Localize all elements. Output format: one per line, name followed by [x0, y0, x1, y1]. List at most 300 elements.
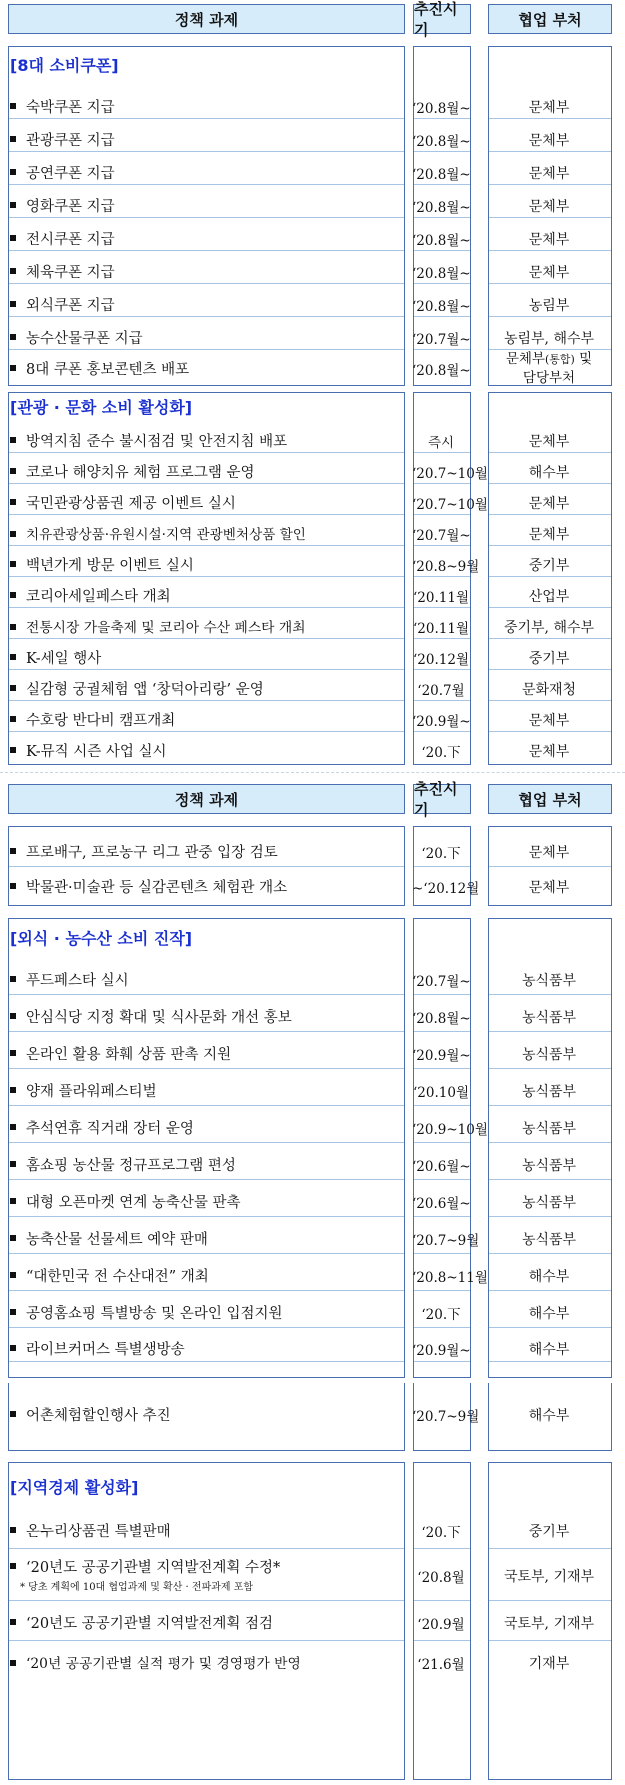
row-divider — [489, 731, 611, 732]
dept-cell: 해수부 — [528, 1269, 570, 1285]
task-cell — [10, 969, 405, 990]
task-text: 프로배구, 프로농구 리그 관중 입장 검토 — [26, 845, 278, 861]
task-cell — [10, 358, 405, 379]
row-divider — [489, 514, 611, 515]
row-divider — [9, 1179, 404, 1180]
dept-cell: 농식품부 — [521, 1010, 577, 1026]
row-divider — [9, 118, 404, 119]
task-text: K-뮤직 시즌 사업 실시 — [26, 744, 167, 760]
dept-cell: 중기부 — [528, 558, 570, 574]
period-cell: ‘20.下 — [421, 846, 461, 862]
task-text: 박물관·미술관 등 실감콘텐츠 체험관 개소 — [26, 880, 288, 896]
period-cell: ‘20.9월 — [417, 1617, 465, 1633]
row-divider — [9, 1327, 404, 1328]
task-text: 대형 오픈마켓 연계 농축산물 판촉 — [26, 1195, 241, 1211]
bullet-icon — [10, 654, 16, 660]
task-cell — [10, 228, 405, 249]
section-title-food: [외식 · 농수산 소비 진작] — [10, 929, 193, 948]
bullet-icon — [10, 1272, 16, 1278]
dept-cell: 국토부, 기재부 — [503, 1616, 595, 1632]
period-cell: ‘20.8월~ — [412, 1011, 471, 1027]
bullet-icon — [10, 531, 16, 537]
period-cell: ‘20.8월~ — [412, 233, 471, 249]
bullet-icon — [10, 1411, 16, 1417]
period-cell: ‘20.8월~ — [412, 101, 471, 117]
row-divider — [414, 1216, 470, 1217]
period-cell: ‘20.9월~ — [412, 1048, 471, 1064]
period-cell: ‘20.9~10월 — [412, 1122, 488, 1138]
dept-small-text: (통합) — [544, 353, 575, 366]
period-cell: ~‘20.12월 — [412, 881, 480, 897]
row-divider — [414, 151, 470, 152]
dept-cell: 해수부 — [528, 1306, 570, 1322]
row-divider — [414, 866, 470, 867]
period-cell: ‘20.8월~ — [412, 299, 471, 315]
task-cell — [10, 1080, 405, 1101]
bullet-icon — [10, 301, 16, 307]
task-cell — [10, 1228, 405, 1249]
row-divider — [414, 283, 470, 284]
task-cell — [10, 709, 405, 730]
task-text: 양재 플라워페스티벌 — [26, 1084, 157, 1100]
task-text: 라이브커머스 특별생방송 — [26, 1342, 185, 1358]
row-divider — [489, 1600, 611, 1601]
row-divider — [414, 316, 470, 317]
dept-cell: 국토부, 기재부 — [503, 1569, 595, 1585]
row-divider — [414, 1253, 470, 1254]
row-divider — [489, 1548, 611, 1549]
task-cell — [10, 1404, 405, 1425]
period-cell: ‘20.9월~ — [412, 1343, 471, 1359]
period-cell: ‘20.8월~ — [412, 266, 471, 282]
dept-cell: 문체부 — [528, 133, 570, 149]
row-divider — [9, 217, 404, 218]
task-cell — [10, 1265, 405, 1286]
task-cell — [10, 96, 405, 117]
task-text: 홈쇼핑 농산물 정규프로그램 편성 — [26, 1158, 236, 1174]
period-cell: ‘20.8월~ — [412, 363, 471, 379]
task-text: 추석연휴 직거래 장터 운영 — [26, 1121, 194, 1137]
task-cell — [10, 1043, 405, 1064]
task-cell — [10, 327, 405, 348]
bullet-icon — [10, 1050, 16, 1056]
period-cell: ‘20.8~11월 — [412, 1270, 488, 1286]
row-divider — [9, 1142, 404, 1143]
task-cell — [10, 1520, 405, 1541]
dept-cell: 해수부 — [528, 1408, 570, 1424]
dept-cell: 농림부 — [528, 298, 570, 314]
row-divider — [414, 184, 470, 185]
bullet-icon — [10, 202, 16, 208]
row-divider — [489, 1068, 611, 1069]
task-text: ‘20년 공공기관별 실적 평가 및 경영평가 반영 — [26, 1656, 301, 1672]
bullet-icon — [10, 561, 16, 567]
row-divider — [9, 638, 404, 639]
dept-text: 문체부 — [505, 351, 545, 367]
row-divider — [489, 483, 611, 484]
row-divider — [414, 669, 470, 670]
header-period — [413, 0, 471, 39]
period-cell: ‘20.9월~ — [412, 714, 471, 730]
task-text: 관광쿠폰 지급 — [26, 133, 115, 149]
bullet-icon — [10, 747, 16, 753]
task-cell — [10, 430, 405, 451]
dept-cell: 농식품부 — [521, 1195, 577, 1211]
header-task-label: 정책 과제 — [174, 790, 239, 809]
header-dept-repeat — [488, 784, 612, 814]
dept-cell: 문체부 — [528, 496, 570, 512]
section-title-tourism: [관광 · 문화 소비 활성화] — [10, 398, 193, 417]
row-divider — [414, 607, 470, 608]
task-text: 코로나 해양치유 체험 프로그램 운영 — [26, 465, 255, 481]
dept-cell: 문체부 — [528, 166, 570, 182]
row-divider — [414, 1600, 470, 1601]
row-divider — [9, 731, 404, 732]
task-cell — [10, 1652, 405, 1672]
bullet-icon — [10, 268, 16, 274]
period-cell: ‘20.7월~ — [412, 332, 471, 348]
task-cell — [10, 261, 405, 282]
dept-cell: 해수부 — [528, 465, 570, 481]
task-cell — [10, 740, 405, 761]
task-cell — [10, 647, 405, 668]
header-dept-label: 협업 부처 — [518, 10, 582, 29]
row-divider — [414, 994, 470, 995]
period-cell: 즉시 — [427, 435, 455, 451]
row-divider — [9, 669, 404, 670]
dept-cell: 산업부 — [528, 589, 570, 605]
row-divider — [9, 1600, 404, 1601]
task-text: 전시쿠폰 지급 — [26, 232, 115, 248]
header-task — [8, 4, 405, 34]
dept-cell: 농식품부 — [521, 1047, 577, 1063]
row-divider — [414, 452, 470, 453]
row-divider — [489, 1105, 611, 1106]
bullet-icon — [10, 624, 16, 630]
bullet-icon — [10, 499, 16, 505]
dept-cell: 농식품부 — [521, 973, 577, 989]
period-cell: ‘20.8월~ — [412, 134, 471, 150]
dept-cell: 농식품부 — [521, 1121, 577, 1137]
task-cell — [10, 585, 405, 606]
task-cell — [10, 876, 405, 897]
bullet-icon — [10, 235, 16, 241]
period-cell: ‘21.6월 — [417, 1657, 465, 1673]
period-cell: ‘20.6월~ — [412, 1159, 471, 1175]
bullet-icon — [10, 1087, 16, 1093]
period-cell: ‘20.7월~ — [412, 528, 471, 544]
dept-line — [488, 350, 610, 369]
dept-cell: 문체부 — [528, 265, 570, 281]
dept-cell: 문체부 — [528, 744, 570, 760]
dept-cell: 농식품부 — [521, 1232, 577, 1248]
bullet-icon — [10, 848, 16, 854]
task-text: 방역지침 준수 불시점검 및 안전지침 배포 — [26, 434, 288, 450]
task-text: 코리아세일페스타 개최 — [26, 589, 171, 605]
row-divider — [9, 1548, 404, 1549]
row-divider — [489, 1253, 611, 1254]
bullet-icon — [10, 1563, 16, 1569]
bullet-icon — [10, 1527, 16, 1533]
row-divider — [489, 866, 611, 867]
bullet-icon — [10, 437, 16, 443]
row-divider — [9, 1216, 404, 1217]
row-divider — [9, 1290, 404, 1291]
row-divider — [414, 349, 470, 350]
task-text: 푸드페스타 실시 — [26, 973, 129, 989]
task-cell — [10, 1338, 405, 1359]
row-divider — [414, 700, 470, 701]
bullet-icon — [10, 883, 16, 889]
task-cell — [10, 195, 405, 216]
dept-cell: 문체부 — [528, 232, 570, 248]
row-divider — [489, 151, 611, 152]
period-cell: ‘20.7월~ — [412, 974, 471, 990]
row-divider — [9, 576, 404, 577]
dept-cell: 문체부 — [528, 527, 570, 543]
bullet-icon — [10, 1345, 16, 1351]
task-text: 농수산물쿠폰 지급 — [26, 331, 143, 347]
section-title-region: [지역경제 활성화] — [10, 1478, 139, 1497]
row-divider — [489, 118, 611, 119]
row-divider — [414, 1290, 470, 1291]
bullet-icon — [10, 1309, 16, 1315]
bullet-icon — [10, 685, 16, 691]
row-divider — [489, 994, 611, 995]
row-divider — [414, 1361, 470, 1362]
row-divider — [414, 1105, 470, 1106]
task-text: 치유관광상품·유원시설·지역 관광벤처상품 할인 — [26, 527, 306, 543]
task-cell — [10, 1154, 405, 1175]
task-cell — [10, 492, 405, 513]
period-cell: ‘20.7~9월 — [412, 1409, 480, 1425]
task-text: 숙박쿠폰 지급 — [26, 100, 115, 116]
row-divider — [414, 576, 470, 577]
row-divider — [489, 1361, 611, 1362]
task-text: 어촌체험할인행사 추진 — [26, 1408, 171, 1424]
dept-cell: 문체부 — [528, 880, 570, 896]
row-divider — [489, 576, 611, 577]
row-divider — [489, 638, 611, 639]
task-text: 안심식당 지정 확대 및 식사문화 개선 홍보 — [26, 1010, 292, 1026]
bullet-icon — [10, 716, 16, 722]
row-divider — [489, 316, 611, 317]
period-cell: ‘20.下 — [421, 1307, 461, 1323]
bullet-icon — [10, 1660, 16, 1666]
row-divider — [414, 638, 470, 639]
page-break — [0, 772, 625, 773]
row-divider — [414, 118, 470, 119]
task-cell — [10, 461, 405, 482]
row-divider — [489, 283, 611, 284]
bullet-icon — [10, 1013, 16, 1019]
row-divider — [414, 1179, 470, 1180]
task-text: 전통시장 가을축제 및 코리아 수산 페스타 개최 — [26, 620, 306, 636]
bullet-icon — [10, 1619, 16, 1625]
row-divider — [489, 669, 611, 670]
dept-cell: 문화재청 — [521, 682, 577, 698]
period-cell: ‘20.11월 — [413, 621, 469, 637]
row-divider — [489, 1327, 611, 1328]
row-divider — [414, 1548, 470, 1549]
header-period-label: 추진시기 — [414, 780, 458, 819]
task-text: 체육쿠폰 지급 — [26, 265, 115, 281]
header-period-repeat — [413, 780, 471, 819]
row-divider — [489, 217, 611, 218]
period-cell: ‘20.6월~ — [412, 1196, 471, 1212]
bullet-icon — [10, 468, 16, 474]
bullet-icon — [10, 103, 16, 109]
task-cell — [10, 1191, 405, 1212]
row-divider — [9, 452, 404, 453]
dept-cell: 문체부 — [528, 199, 570, 215]
task-cell — [10, 616, 405, 636]
row-divider — [489, 700, 611, 701]
dept-cell: 농식품부 — [521, 1084, 577, 1100]
row-divider — [9, 483, 404, 484]
dept-cell: 중기부 — [528, 1524, 570, 1540]
bullet-icon — [10, 1235, 16, 1241]
task-cell — [10, 129, 405, 150]
dept-cell: 문체부 — [528, 434, 570, 450]
task-cell — [10, 523, 405, 543]
task-text: 실감형 궁궐체험 앱 ‘창덕아리랑’ 운영 — [26, 682, 264, 698]
task-text: ‘20년도 공공기관별 지역발전계획 점검 — [26, 1616, 273, 1632]
row-divider — [414, 1142, 470, 1143]
row-divider — [414, 1327, 470, 1328]
row-divider — [414, 1031, 470, 1032]
dept-cell: 농림부, 해수부 — [503, 331, 595, 347]
task-cell — [10, 1556, 405, 1577]
bullet-icon — [10, 1198, 16, 1204]
row-divider — [9, 184, 404, 185]
row-divider — [9, 1253, 404, 1254]
task-text: 온누리상품권 특별판매 — [26, 1524, 171, 1540]
task-cell — [10, 554, 405, 575]
period-cell: ‘20.下 — [421, 1525, 461, 1541]
row-divider — [9, 1361, 404, 1362]
row-divider — [489, 1290, 611, 1291]
row-divider — [414, 217, 470, 218]
row-divider — [9, 700, 404, 701]
period-cell: ‘20.10월 — [413, 1085, 469, 1101]
header-dept-label: 협업 부처 — [518, 790, 582, 809]
task-cell — [10, 294, 405, 315]
period-cell: ‘20.下 — [421, 745, 461, 761]
row-divider — [9, 283, 404, 284]
period-cell: ‘20.7~10월 — [412, 497, 488, 513]
header-task-repeat — [8, 784, 405, 814]
row-divider — [414, 731, 470, 732]
task-text: 공영홈쇼핑 특별방송 및 온라인 입점지원 — [26, 1306, 283, 1322]
row-divider — [9, 545, 404, 546]
period-cell: ‘20.7~10월 — [412, 466, 488, 482]
task-cell — [10, 1612, 405, 1633]
row-divider — [9, 1105, 404, 1106]
row-divider — [9, 349, 404, 350]
bullet-icon — [10, 334, 16, 340]
task-text: “대한민국 전 수산대전” 개최 — [26, 1269, 209, 1285]
row-divider — [414, 514, 470, 515]
row-divider — [414, 1640, 470, 1641]
dept-cell — [488, 350, 610, 387]
period-cell: ‘20.7월 — [417, 683, 465, 699]
task-cell — [10, 1302, 405, 1323]
period-cell: ‘20.8~9월 — [412, 559, 480, 575]
bullet-icon — [10, 592, 16, 598]
footnote: * 당초 계획에 10대 협업과제 및 확산 · 전파과제 포함 — [20, 1582, 254, 1593]
period-cell: ‘20.7~9월 — [412, 1233, 480, 1249]
period-cell: ‘20.8월~ — [412, 167, 471, 183]
header-dept — [488, 4, 612, 34]
dept-cell: 해수부 — [528, 1342, 570, 1358]
task-text: ‘20년도 공공기관별 지역발전계획 수정* — [26, 1560, 281, 1576]
header-task-label: 정책 과제 — [174, 10, 239, 29]
task-text: 농축산물 선물세트 예약 판매 — [26, 1232, 208, 1248]
period-cell: ‘20.11월 — [413, 590, 469, 606]
row-divider — [414, 483, 470, 484]
task-cell — [10, 1117, 405, 1138]
bullet-icon — [10, 169, 16, 175]
bullet-icon — [10, 1124, 16, 1130]
dept-cell: 문체부 — [528, 713, 570, 729]
bullet-icon — [10, 1161, 16, 1167]
task-text: 영화쿠폰 지급 — [26, 199, 115, 215]
dept-line: 담당부처 — [522, 370, 576, 386]
row-divider — [9, 1068, 404, 1069]
dept-cell: 농식품부 — [521, 1158, 577, 1174]
row-divider — [9, 514, 404, 515]
task-text: 백년가게 방문 이벤트 실시 — [26, 558, 194, 574]
row-divider — [9, 1031, 404, 1032]
header-period-label: 추진시기 — [414, 0, 458, 39]
row-divider — [489, 1640, 611, 1641]
row-divider — [489, 607, 611, 608]
task-text: 수호랑 반다비 캠프개최 — [26, 713, 176, 729]
section-title-coupons: [8대 소비쿠폰] — [10, 56, 119, 75]
task-text: K-세일 행사 — [26, 651, 102, 667]
task-text: 8대 쿠폰 홍보콘텐츠 배포 — [26, 362, 190, 378]
row-divider — [9, 316, 404, 317]
dept-cell: 중기부, 해수부 — [503, 620, 595, 636]
bullet-icon — [10, 365, 16, 371]
row-divider — [9, 151, 404, 152]
dept-cell: 중기부 — [528, 651, 570, 667]
task-cell — [10, 1006, 405, 1027]
row-divider — [489, 1142, 611, 1143]
period-cell: ‘20.8월 — [417, 1570, 465, 1586]
task-text: 외식쿠폰 지급 — [26, 298, 115, 314]
dept-cell: 문체부 — [528, 845, 570, 861]
row-divider — [489, 1031, 611, 1032]
row-divider — [489, 184, 611, 185]
bullet-icon — [10, 976, 16, 982]
row-divider — [414, 545, 470, 546]
task-text: 공연쿠폰 지급 — [26, 166, 115, 182]
bullet-icon — [10, 136, 16, 142]
row-divider — [489, 452, 611, 453]
row-divider — [9, 994, 404, 995]
task-text: 온라인 활용 화훼 상품 판촉 지원 — [26, 1047, 232, 1063]
row-divider — [489, 250, 611, 251]
task-cell — [10, 841, 405, 862]
row-divider — [9, 1640, 404, 1641]
row-divider — [9, 607, 404, 608]
dept-cell: 기재부 — [528, 1656, 570, 1672]
period-cell: ‘20.12월 — [413, 652, 469, 668]
dept-text: 및 — [574, 351, 593, 367]
task-cell — [10, 162, 405, 183]
